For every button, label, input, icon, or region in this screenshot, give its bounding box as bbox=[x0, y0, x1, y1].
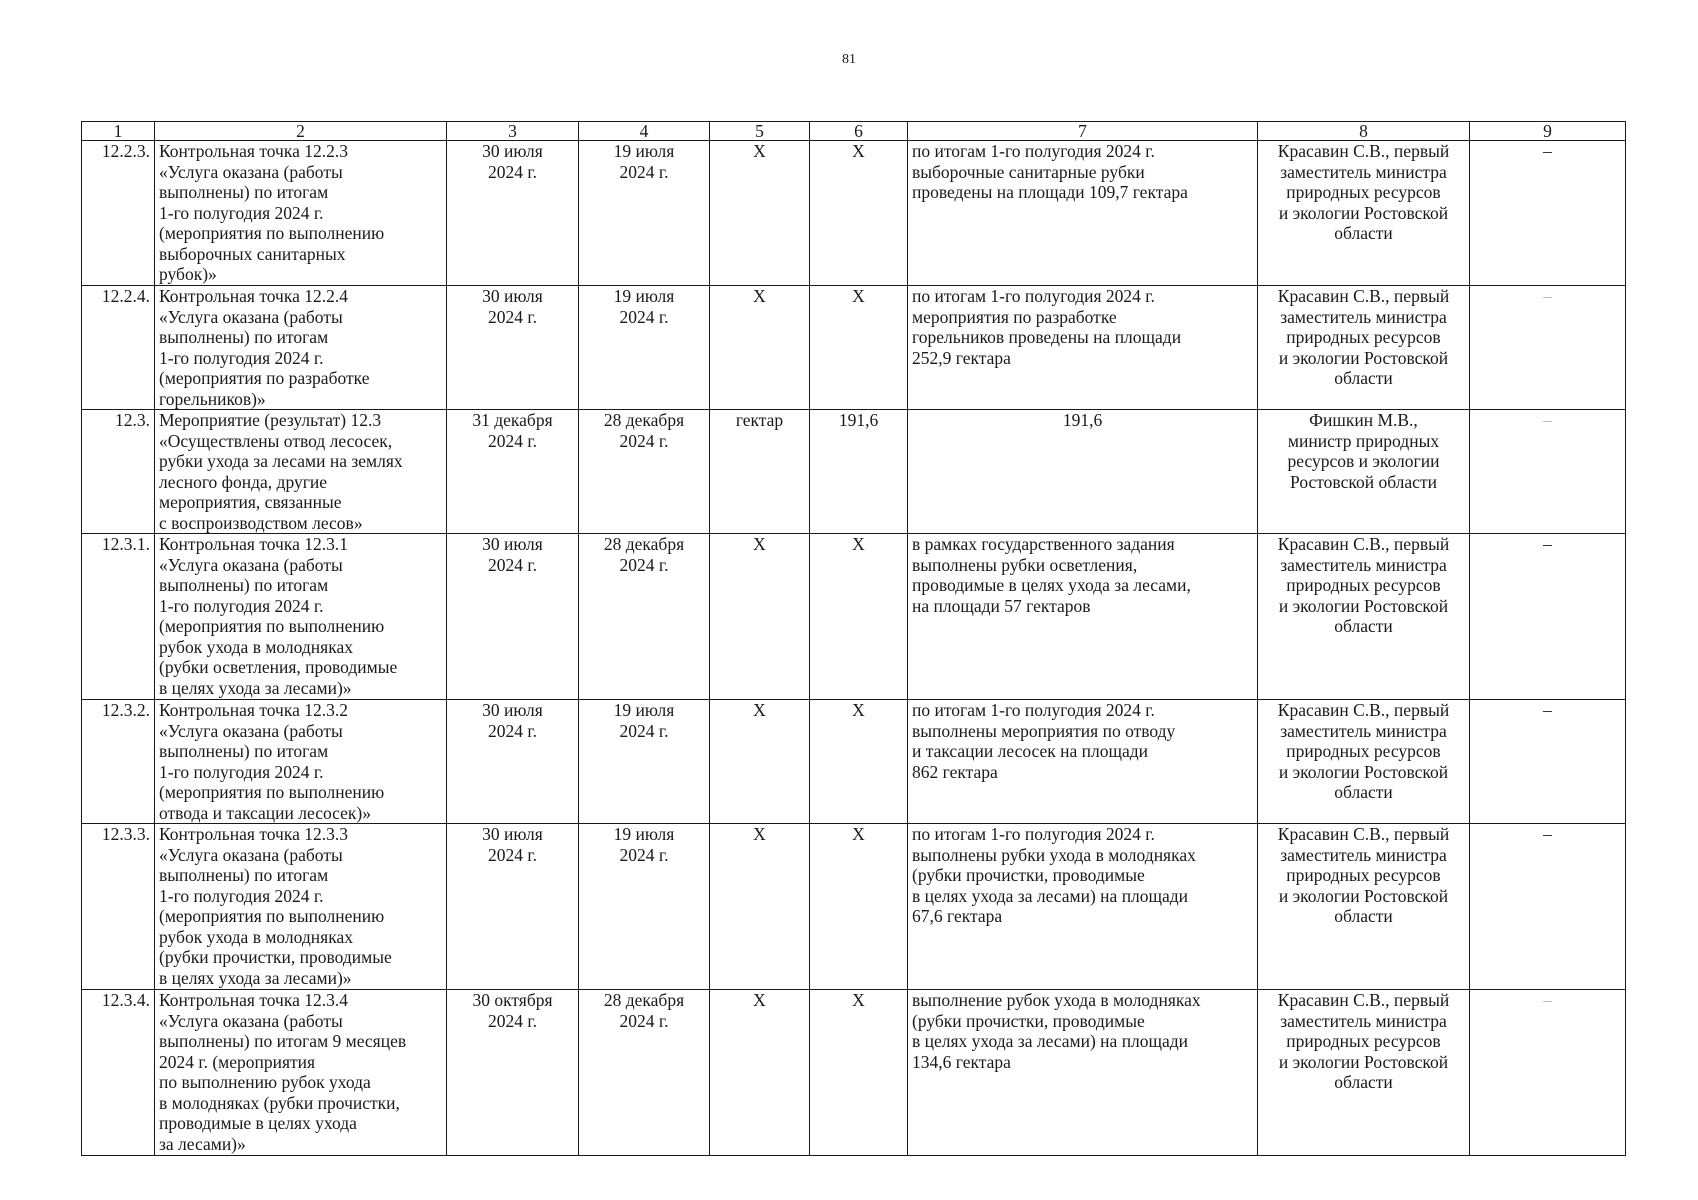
column-header: 7 bbox=[908, 122, 1258, 141]
item-name: Мероприятие (результат) 12.3 «Осуществлены отвод лесосек, рубки ухода за лесами на землях лесного фонда, другие мероприятия, связанные с воспроизводством лесов» bbox=[155, 410, 447, 534]
plan-date: 30 июля 2024 г. bbox=[447, 700, 579, 824]
plan-date: 31 декабря 2024 г. bbox=[447, 410, 579, 534]
row-number: 12.3.4. bbox=[82, 990, 155, 1156]
responsible-person: Красавин С.В., первый заместитель министра природных ресурсов и экологии Ростовской области bbox=[1258, 824, 1470, 990]
value: Х bbox=[810, 824, 908, 990]
table-row bbox=[82, 141, 1626, 286]
item-name: Контрольная точка 12.2.4 «Услуга оказана (работы выполнены) по итогам 1-го полугодия 2024 г. (мероприятия по разработке горельников)» bbox=[155, 286, 447, 410]
execution-info: выполнение рубок ухода в молодняках (рубки прочистки, проводимые в целях ухода за лесами) на площади 134,6 гектара bbox=[908, 990, 1258, 1156]
fact-date: 19 июля 2024 г. bbox=[579, 286, 710, 410]
execution-info: в рамках государственного задания выполнены рубки осветления, проводимые в целях ухода за лесами, на площади 57 гектаров bbox=[908, 534, 1258, 700]
note: – bbox=[1470, 824, 1626, 990]
table-row bbox=[82, 700, 1626, 824]
column-header: 9 bbox=[1470, 122, 1626, 141]
responsible-person: Красавин С.В., первый заместитель министра природных ресурсов и экологии Ростовской области bbox=[1258, 286, 1470, 410]
table-row bbox=[82, 534, 1626, 700]
responsible-person: Красавин С.В., первый заместитель министра природных ресурсов и экологии Ростовской области bbox=[1258, 534, 1470, 700]
fact-date: 19 июля 2024 г. bbox=[579, 824, 710, 990]
report-table bbox=[81, 121, 1626, 1156]
fact-date: 28 декабря 2024 г. bbox=[579, 990, 710, 1156]
unit: Х bbox=[710, 286, 810, 410]
note: – bbox=[1470, 410, 1626, 534]
table-row bbox=[82, 990, 1626, 1156]
column-header: 2 bbox=[155, 122, 447, 141]
row-number: 12.3. bbox=[82, 410, 155, 534]
column-number-row bbox=[82, 122, 1626, 141]
execution-info: по итогам 1-го полугодия 2024 г. мероприятия по разработке горельников проведены на площади 252,9 гектара bbox=[908, 286, 1258, 410]
item-name: Контрольная точка 12.3.2 «Услуга оказана (работы выполнены) по итогам 1-го полугодия 2024 г. (мероприятия по выполнению отвода и таксации лесосек)» bbox=[155, 700, 447, 824]
plan-date: 30 июля 2024 г. bbox=[447, 534, 579, 700]
plan-date: 30 октября 2024 г. bbox=[447, 990, 579, 1156]
fact-date: 19 июля 2024 г. bbox=[579, 141, 710, 286]
column-header: 4 bbox=[579, 122, 710, 141]
responsible-person: Красавин С.В., первый заместитель министра природных ресурсов и экологии Ростовской области bbox=[1258, 990, 1470, 1156]
value: Х bbox=[810, 141, 908, 286]
unit: Х bbox=[710, 990, 810, 1156]
row-number: 12.3.3. bbox=[82, 824, 155, 990]
column-header: 1 bbox=[82, 122, 155, 141]
column-header: 6 bbox=[810, 122, 908, 141]
page-number: 81 bbox=[842, 52, 856, 67]
note: – bbox=[1470, 700, 1626, 824]
note: – bbox=[1470, 990, 1626, 1156]
note: – bbox=[1470, 141, 1626, 286]
table-row bbox=[82, 286, 1626, 410]
column-header: 8 bbox=[1258, 122, 1470, 141]
fact-date: 19 июля 2024 г. bbox=[579, 700, 710, 824]
execution-info: по итогам 1-го полугодия 2024 г. выполнены рубки ухода в молодняках (рубки прочистки, проводимые в целях ухода за лесами) на площади 67,6 гектара bbox=[908, 824, 1258, 990]
table-row bbox=[82, 824, 1626, 990]
unit: гектар bbox=[710, 410, 810, 534]
unit: Х bbox=[710, 824, 810, 990]
execution-info: по итогам 1-го полугодия 2024 г. выборочные санитарные рубки проведены на площади 109,7 гектара bbox=[908, 141, 1258, 286]
plan-date: 30 июля 2024 г. bbox=[447, 286, 579, 410]
fact-date: 28 декабря 2024 г. bbox=[579, 410, 710, 534]
item-name: Контрольная точка 12.3.1 «Услуга оказана (работы выполнены) по итогам 1-го полугодия 2024 г. (мероприятия по выполнению рубок ухода в молодняках (рубки осветления, проводимые в целях ухода за лесами)» bbox=[155, 534, 447, 700]
row-number: 12.2.4. bbox=[82, 286, 155, 410]
unit: Х bbox=[710, 700, 810, 824]
value: Х bbox=[810, 990, 908, 1156]
row-number: 12.3.2. bbox=[82, 700, 155, 824]
item-name: Контрольная точка 12.2.3 «Услуга оказана (работы выполнены) по итогам 1-го полугодия 2024 г. (мероприятия по выполнению выборочных санитарных рубок)» bbox=[155, 141, 447, 286]
note: – bbox=[1470, 286, 1626, 410]
responsible-person: Фишкин М.В., министр природных ресурсов и экологии Ростовской области bbox=[1258, 410, 1470, 534]
row-number: 12.2.3. bbox=[82, 141, 155, 286]
value: Х bbox=[810, 700, 908, 824]
unit: Х bbox=[710, 534, 810, 700]
column-header: 5 bbox=[710, 122, 810, 141]
value: 191,6 bbox=[810, 410, 908, 534]
note: – bbox=[1470, 534, 1626, 700]
plan-date: 30 июля 2024 г. bbox=[447, 824, 579, 990]
plan-date: 30 июля 2024 г. bbox=[447, 141, 579, 286]
item-name: Контрольная точка 12.3.4 «Услуга оказана (работы выполнены) по итогам 9 месяцев 2024 г. (мероприятия по выполнению рубок ухода в молодняках (рубки прочистки, проводимые в целях ухода за лесами)» bbox=[155, 990, 447, 1156]
execution-info: по итогам 1-го полугодия 2024 г. выполнены мероприятия по отводу и таксации лесосек на площади 862 гектара bbox=[908, 700, 1258, 824]
responsible-person: Красавин С.В., первый заместитель министра природных ресурсов и экологии Ростовской области bbox=[1258, 141, 1470, 286]
unit: Х bbox=[710, 141, 810, 286]
row-number: 12.3.1. bbox=[82, 534, 155, 700]
table-row bbox=[82, 410, 1626, 534]
column-header: 3 bbox=[447, 122, 579, 141]
fact-date: 28 декабря 2024 г. bbox=[579, 534, 710, 700]
execution-info: 191,6 bbox=[908, 410, 1258, 534]
value: Х bbox=[810, 534, 908, 700]
value: Х bbox=[810, 286, 908, 410]
item-name: Контрольная точка 12.3.3 «Услуга оказана (работы выполнены) по итогам 1-го полугодия 2024 г. (мероприятия по выполнению рубок ухода в молодняках (рубки прочистки, проводимые в целях ухода за лесами)» bbox=[155, 824, 447, 990]
responsible-person: Красавин С.В., первый заместитель министра природных ресурсов и экологии Ростовской области bbox=[1258, 700, 1470, 824]
